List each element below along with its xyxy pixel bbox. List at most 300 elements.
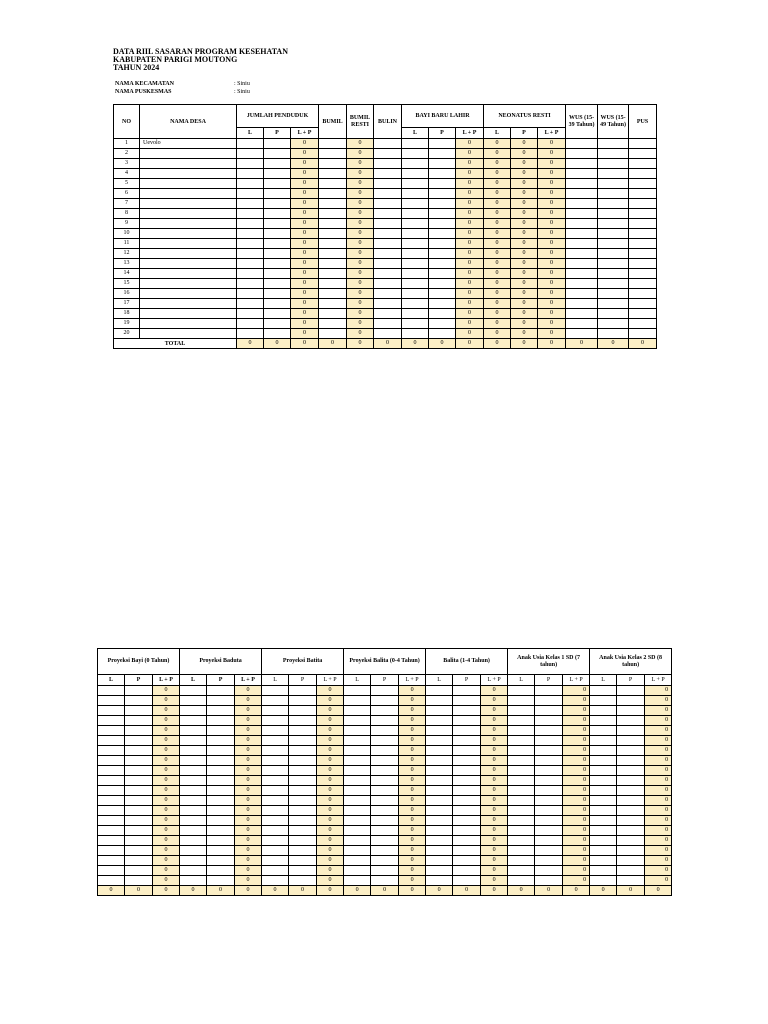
row-empty [237, 319, 264, 329]
row-empty [344, 816, 371, 826]
row-empty [207, 686, 235, 696]
row-empty [207, 796, 235, 806]
row-empty [319, 299, 347, 309]
row-value: 0 [235, 756, 262, 766]
row-empty [371, 736, 399, 746]
row-empty [402, 189, 429, 199]
row-empty [429, 259, 456, 269]
row-value: 0 [481, 766, 508, 776]
row-empty [207, 876, 235, 886]
sub-p: P [289, 675, 317, 686]
row-empty [629, 179, 657, 189]
row-empty [426, 876, 453, 886]
document-title [113, 48, 288, 72]
row-empty [319, 319, 347, 329]
total-value: 0 [484, 339, 511, 349]
row-empty [344, 836, 371, 846]
row-empty [264, 299, 291, 309]
row-empty [590, 686, 617, 696]
row-value: 0 [291, 289, 319, 299]
row-empty [98, 766, 125, 776]
row-value: 0 [645, 716, 672, 726]
row-value: 0 [538, 289, 566, 299]
row-nama-desa [140, 249, 237, 259]
row-empty [508, 736, 535, 746]
row-value: 0 [291, 329, 319, 339]
row-value: 0 [538, 159, 566, 169]
row-empty [125, 816, 153, 826]
row-empty [371, 866, 399, 876]
row-empty [374, 169, 402, 179]
row-empty [535, 776, 563, 786]
row-empty [629, 199, 657, 209]
row-value: 0 [235, 746, 262, 756]
row-value: 0 [563, 776, 590, 786]
row-empty [535, 876, 563, 886]
row-value: 0 [347, 199, 374, 209]
row-empty [344, 736, 371, 746]
row-value: 0 [291, 249, 319, 259]
row-value: 0 [645, 726, 672, 736]
table-row [114, 189, 657, 199]
row-value: 0 [235, 776, 262, 786]
row-empty [98, 746, 125, 756]
row-value: 0 [347, 269, 374, 279]
row-value: 0 [347, 219, 374, 229]
row-value: 0 [456, 139, 484, 149]
row-no: 7 [114, 199, 140, 209]
row-value: 0 [481, 806, 508, 816]
row-empty [598, 199, 629, 209]
row-empty [402, 289, 429, 299]
row-empty [453, 786, 481, 796]
row-value: 0 [456, 199, 484, 209]
table-row [98, 816, 672, 826]
row-empty [508, 836, 535, 846]
table-row [114, 249, 657, 259]
table-row [98, 806, 672, 816]
sub-p: P [207, 675, 235, 686]
row-empty [180, 806, 207, 816]
row-empty [264, 259, 291, 269]
row-value: 0 [235, 816, 262, 826]
row-empty [453, 726, 481, 736]
row-empty [371, 846, 399, 856]
row-value: 0 [347, 159, 374, 169]
row-empty [371, 756, 399, 766]
group-header: Anak Usia Kelas 2 SD (8 tahun) [590, 649, 672, 675]
row-value: 0 [317, 826, 344, 836]
row-value: 0 [538, 219, 566, 229]
row-value: 0 [511, 169, 538, 179]
row-empty [629, 299, 657, 309]
row-value: 0 [399, 856, 426, 866]
row-value: 0 [481, 756, 508, 766]
row-value: 0 [456, 159, 484, 169]
row-empty [426, 716, 453, 726]
row-empty [617, 796, 645, 806]
row-value: 0 [484, 309, 511, 319]
row-empty [617, 726, 645, 736]
row-empty [125, 686, 153, 696]
row-empty [429, 209, 456, 219]
row-empty [590, 806, 617, 816]
row-empty [453, 826, 481, 836]
row-empty [453, 716, 481, 726]
row-value: 0 [563, 766, 590, 776]
row-empty [319, 139, 347, 149]
sub-lp: L + P [538, 128, 566, 139]
row-empty [598, 229, 629, 239]
row-value: 0 [235, 736, 262, 746]
row-value: 0 [347, 319, 374, 329]
row-empty [508, 686, 535, 696]
row-empty [426, 686, 453, 696]
row-value: 0 [645, 876, 672, 886]
row-empty [374, 189, 402, 199]
row-empty [344, 696, 371, 706]
total-value: 0 [153, 886, 180, 896]
total-value: 0 [264, 339, 291, 349]
row-empty [98, 786, 125, 796]
row-empty [371, 786, 399, 796]
sub-p: P [617, 675, 645, 686]
row-empty [180, 796, 207, 806]
row-empty [453, 736, 481, 746]
row-empty [566, 149, 598, 159]
row-empty [371, 716, 399, 726]
table-row [98, 766, 672, 776]
row-empty [125, 706, 153, 716]
row-value: 0 [399, 686, 426, 696]
sub-lp: L + P [645, 675, 672, 686]
row-empty [180, 706, 207, 716]
row-empty [125, 736, 153, 746]
row-empty [429, 179, 456, 189]
row-empty [566, 179, 598, 189]
row-empty [598, 259, 629, 269]
row-nama-desa [140, 279, 237, 289]
row-empty [180, 686, 207, 696]
row-empty [426, 746, 453, 756]
row-empty [125, 856, 153, 866]
row-empty [180, 826, 207, 836]
row-empty [289, 876, 317, 886]
row-value: 0 [399, 726, 426, 736]
row-empty [629, 289, 657, 299]
table-row [114, 209, 657, 219]
row-empty [207, 866, 235, 876]
row-empty [319, 239, 347, 249]
row-empty [207, 706, 235, 716]
row-empty [453, 696, 481, 706]
row-value: 0 [645, 846, 672, 856]
row-empty [453, 766, 481, 776]
row-empty [617, 766, 645, 776]
row-empty [374, 259, 402, 269]
row-value: 0 [317, 736, 344, 746]
row-empty [598, 299, 629, 309]
row-value: 0 [511, 239, 538, 249]
row-value: 0 [347, 249, 374, 259]
row-empty [429, 189, 456, 199]
row-empty [535, 756, 563, 766]
col-wus-15-39: WUS (15-39 Tahun) [566, 105, 598, 139]
row-nama-desa [140, 269, 237, 279]
col-wus-15-49: WUS (15-49 Tahun) [598, 105, 629, 139]
table-row [114, 139, 657, 149]
row-empty [319, 259, 347, 269]
row-empty [264, 319, 291, 329]
row-value: 0 [235, 846, 262, 856]
row-empty [566, 249, 598, 259]
row-value: 0 [347, 179, 374, 189]
row-empty [264, 179, 291, 189]
row-nama-desa [140, 189, 237, 199]
row-empty [180, 836, 207, 846]
row-empty [207, 726, 235, 736]
row-value: 0 [235, 766, 262, 776]
row-empty [344, 746, 371, 756]
row-value: 0 [347, 329, 374, 339]
row-empty [617, 706, 645, 716]
row-value: 0 [399, 786, 426, 796]
row-empty [535, 766, 563, 776]
row-no: 13 [114, 259, 140, 269]
row-empty [374, 289, 402, 299]
row-empty [98, 876, 125, 886]
row-value: 0 [399, 866, 426, 876]
sub-l: L [426, 675, 453, 686]
row-value: 0 [399, 766, 426, 776]
total-value: 0 [508, 886, 535, 896]
row-empty [535, 706, 563, 716]
col-bumil-resti: BUMIL RESTI [347, 105, 374, 139]
row-empty [629, 229, 657, 239]
row-empty [319, 209, 347, 219]
row-empty [207, 756, 235, 766]
row-empty [262, 776, 289, 786]
row-empty [374, 299, 402, 309]
row-empty [629, 309, 657, 319]
row-empty [590, 696, 617, 706]
row-empty [344, 856, 371, 866]
row-empty [429, 219, 456, 229]
row-empty [98, 686, 125, 696]
row-value: 0 [291, 169, 319, 179]
row-empty [426, 696, 453, 706]
row-empty [319, 229, 347, 239]
row-empty [180, 746, 207, 756]
row-empty [264, 169, 291, 179]
row-nama-desa [140, 179, 237, 189]
row-value: 0 [153, 856, 180, 866]
row-value: 0 [291, 279, 319, 289]
row-empty [429, 299, 456, 309]
row-empty [98, 816, 125, 826]
row-value: 0 [317, 866, 344, 876]
row-empty [426, 726, 453, 736]
row-empty [289, 866, 317, 876]
row-empty [374, 239, 402, 249]
row-value: 0 [235, 856, 262, 866]
row-empty [207, 746, 235, 756]
table-row [98, 796, 672, 806]
row-value: 0 [456, 149, 484, 159]
row-empty [566, 169, 598, 179]
row-value: 0 [511, 139, 538, 149]
row-value: 0 [481, 866, 508, 876]
table-row [114, 259, 657, 269]
row-value: 0 [317, 766, 344, 776]
row-value: 0 [153, 686, 180, 696]
row-value: 0 [399, 816, 426, 826]
row-empty [207, 806, 235, 816]
row-empty [402, 139, 429, 149]
row-value: 0 [317, 696, 344, 706]
row-empty [402, 279, 429, 289]
row-empty [125, 876, 153, 886]
row-empty [319, 219, 347, 229]
total-value: 0 [180, 886, 207, 896]
row-value: 0 [153, 826, 180, 836]
sub-lp: L + P [456, 128, 484, 139]
row-value: 0 [538, 259, 566, 269]
total-value: 0 [125, 886, 153, 896]
row-empty [508, 766, 535, 776]
row-value: 0 [511, 219, 538, 229]
row-value: 0 [484, 319, 511, 329]
row-value: 0 [347, 289, 374, 299]
row-empty [264, 199, 291, 209]
sub-lp: L + P [153, 675, 180, 686]
row-value: 0 [481, 716, 508, 726]
row-empty [535, 806, 563, 816]
row-value: 0 [456, 169, 484, 179]
row-value: 0 [484, 289, 511, 299]
row-value: 0 [645, 836, 672, 846]
row-empty [590, 826, 617, 836]
row-empty [98, 696, 125, 706]
row-value: 0 [511, 209, 538, 219]
row-value: 0 [481, 776, 508, 786]
row-empty [429, 289, 456, 299]
row-empty [598, 179, 629, 189]
row-empty [629, 169, 657, 179]
row-value: 0 [645, 856, 672, 866]
row-empty [426, 806, 453, 816]
row-value: 0 [484, 249, 511, 259]
total-value: 0 [563, 886, 590, 896]
row-empty [508, 696, 535, 706]
row-empty [125, 826, 153, 836]
row-empty [453, 756, 481, 766]
row-value: 0 [456, 239, 484, 249]
row-empty [98, 846, 125, 856]
row-empty [180, 756, 207, 766]
row-empty [508, 706, 535, 716]
row-empty [617, 756, 645, 766]
table-row [98, 866, 672, 876]
row-empty [237, 219, 264, 229]
row-value: 0 [153, 716, 180, 726]
sub-lp: L + P [291, 128, 319, 139]
row-empty [429, 149, 456, 159]
total-row [114, 339, 657, 349]
total-value: 0 [347, 339, 374, 349]
row-empty [590, 706, 617, 716]
row-empty [371, 806, 399, 816]
table-row [114, 149, 657, 159]
row-empty [207, 736, 235, 746]
row-empty [598, 249, 629, 259]
row-empty [535, 846, 563, 856]
row-empty [566, 299, 598, 309]
row-empty [289, 796, 317, 806]
col-bulin: BULIN [374, 105, 402, 139]
row-empty [426, 846, 453, 856]
row-value: 0 [538, 149, 566, 159]
row-empty [125, 746, 153, 756]
row-empty [264, 159, 291, 169]
row-value: 0 [538, 239, 566, 249]
row-value: 0 [317, 806, 344, 816]
sasaran-table [113, 104, 657, 349]
row-empty [617, 716, 645, 726]
row-empty [289, 856, 317, 866]
row-no: 18 [114, 309, 140, 319]
row-empty [617, 776, 645, 786]
table-row [98, 706, 672, 716]
row-no: 19 [114, 319, 140, 329]
row-empty [508, 786, 535, 796]
row-value: 0 [563, 846, 590, 856]
row-empty [402, 269, 429, 279]
row-empty [629, 209, 657, 219]
row-empty [262, 696, 289, 706]
row-empty [629, 149, 657, 159]
row-value: 0 [347, 169, 374, 179]
row-empty [180, 766, 207, 776]
row-empty [566, 229, 598, 239]
total-label: TOTAL [114, 339, 237, 349]
row-value: 0 [538, 299, 566, 309]
row-empty [598, 189, 629, 199]
row-empty [590, 876, 617, 886]
row-value: 0 [481, 856, 508, 866]
row-empty [371, 766, 399, 776]
row-empty [319, 149, 347, 159]
row-empty [566, 159, 598, 169]
row-empty [262, 816, 289, 826]
row-empty [237, 239, 264, 249]
row-value: 0 [235, 726, 262, 736]
row-empty [617, 846, 645, 856]
row-value: 0 [481, 726, 508, 736]
row-empty [264, 229, 291, 239]
total-value: 0 [426, 886, 453, 896]
row-empty [617, 736, 645, 746]
row-nama-desa [140, 219, 237, 229]
row-value: 0 [484, 269, 511, 279]
row-empty [319, 289, 347, 299]
row-value: 0 [645, 696, 672, 706]
row-value: 0 [563, 786, 590, 796]
row-empty [598, 329, 629, 339]
col-jumlah-penduduk: JUMLAH PENDUDUK [237, 105, 319, 128]
total-value: 0 [374, 339, 402, 349]
table-row [98, 686, 672, 696]
